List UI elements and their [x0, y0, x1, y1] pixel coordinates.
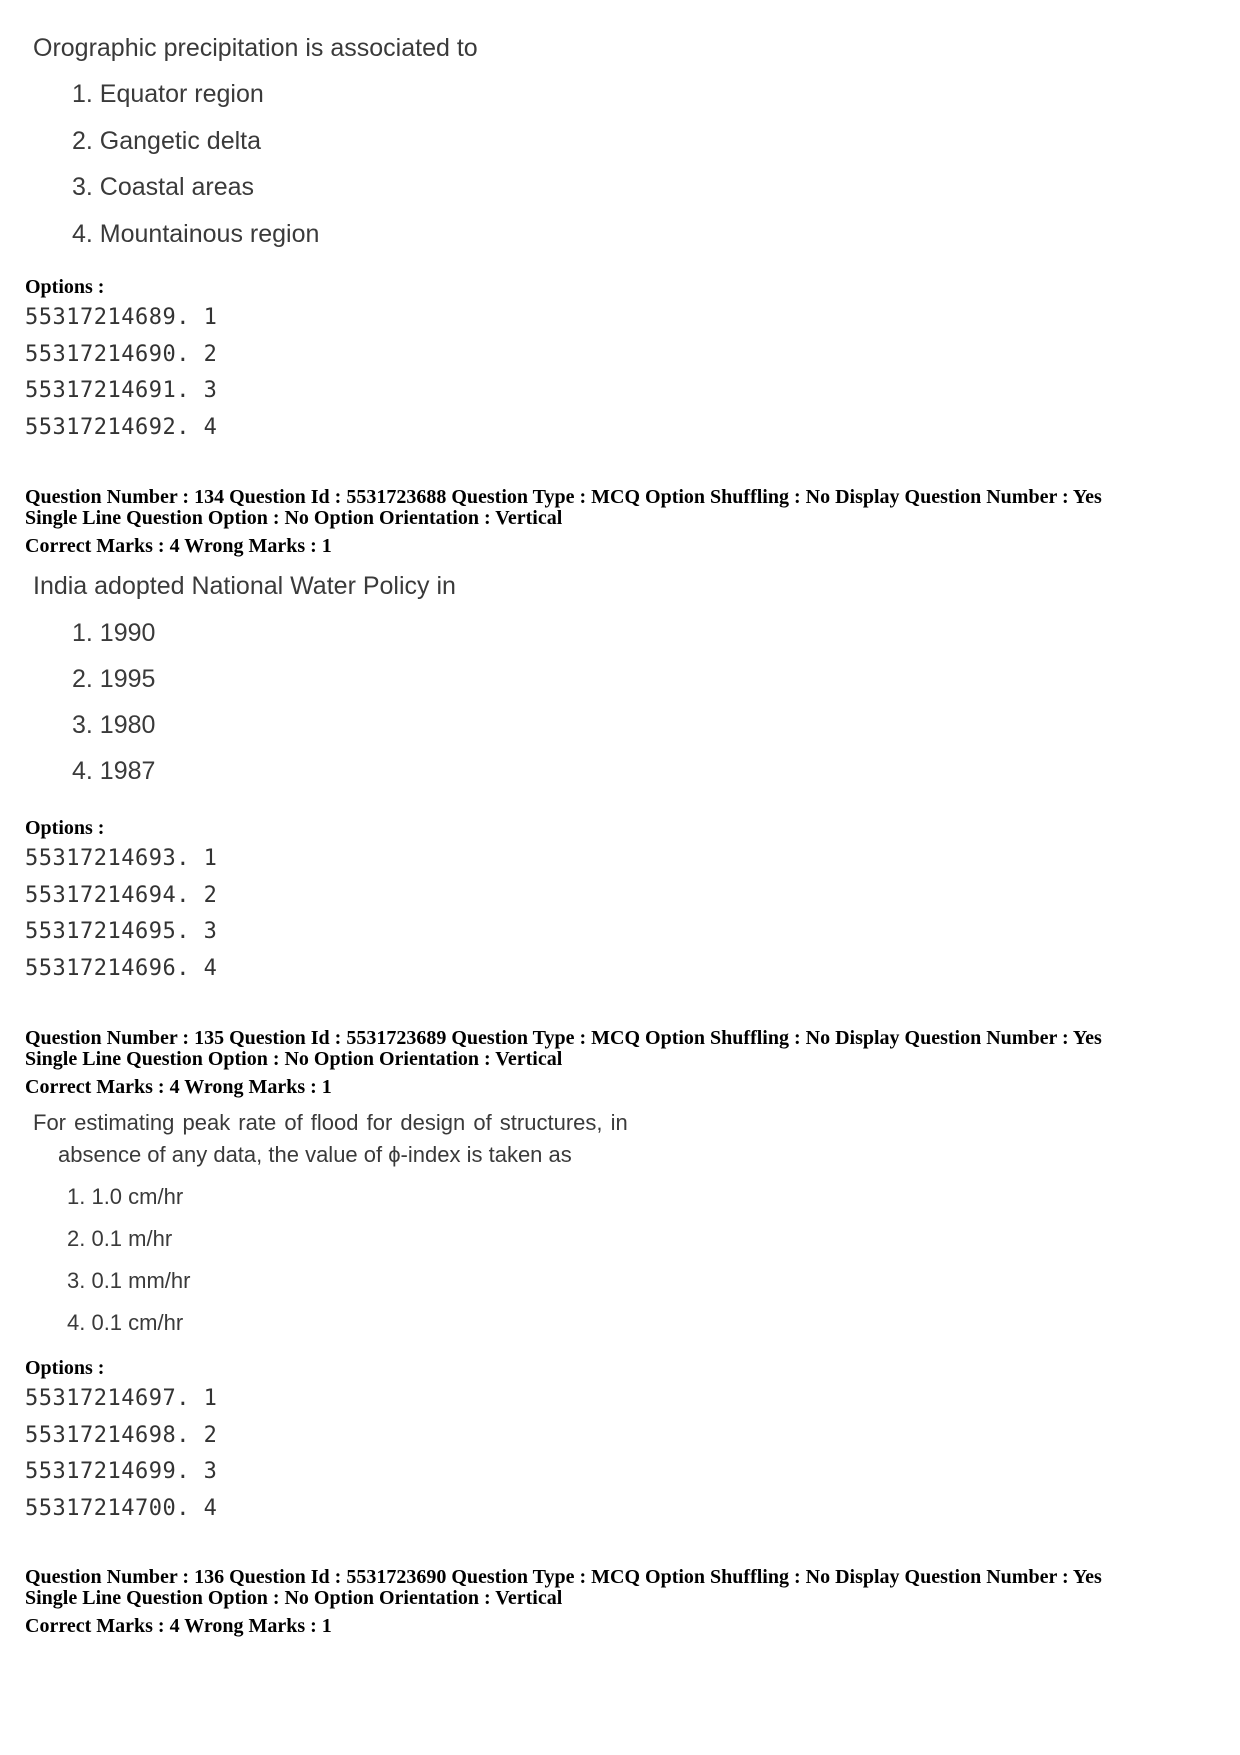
question-text: India adopted National Water Policy in	[33, 572, 456, 600]
choice-item: 1. Equator region	[72, 80, 264, 108]
option-code: 55317214698. 2	[25, 1423, 218, 1448]
choice-item: 2. 1995	[72, 665, 156, 693]
question-meta-line: Single Line Question Option : No Option Orientation : Vertical	[25, 1587, 563, 1609]
question-meta-line: Question Number : 135 Question Id : 5531723689 Question Type : MCQ Option Shuffling : No Display Question Number : Yes	[25, 1027, 1102, 1049]
option-code: 55317214700. 4	[25, 1496, 218, 1521]
choice-item: 4. 1987	[72, 757, 156, 785]
option-code: 55317214694. 2	[25, 883, 218, 908]
choice-item: 1. 1.0 cm/hr	[67, 1184, 184, 1209]
question-meta-line: Question Number : 134 Question Id : 5531723688 Question Type : MCQ Option Shuffling : No Display Question Number : Yes	[25, 486, 1102, 508]
option-code: 55317214695. 3	[25, 919, 218, 944]
question-meta-line: Single Line Question Option : No Option Orientation : Vertical	[25, 1048, 563, 1070]
option-code: 55317214689. 1	[25, 305, 218, 330]
option-code: 55317214693. 1	[25, 846, 218, 871]
option-code: 55317214696. 4	[25, 956, 218, 981]
choice-item: 4. 0.1 cm/hr	[67, 1310, 184, 1335]
question-text: Orographic precipitation is associated to	[33, 34, 478, 62]
option-code: 55317214690. 2	[25, 342, 218, 367]
option-code: 55317214692. 4	[25, 415, 218, 440]
option-code: 55317214699. 3	[25, 1459, 218, 1484]
marks-line: Correct Marks : 4 Wrong Marks : 1	[25, 535, 332, 557]
choice-item: 3. 0.1 mm/hr	[67, 1268, 191, 1293]
question-meta-line: Single Line Question Option : No Option Orientation : Vertical	[25, 507, 563, 529]
marks-line: Correct Marks : 4 Wrong Marks : 1	[25, 1076, 332, 1098]
marks-line: Correct Marks : 4 Wrong Marks : 1	[25, 1615, 332, 1637]
question-text: absence of any data, the value of ϕ-index is taken as	[58, 1142, 572, 1167]
options-label: Options :	[25, 276, 105, 298]
choice-item: 3. 1980	[72, 711, 156, 739]
options-label: Options :	[25, 1357, 105, 1379]
choice-item: 1. 1990	[72, 619, 156, 647]
question-text: For estimating peak rate of flood for design of structures, in	[33, 1110, 628, 1135]
choice-item: 2. 0.1 m/hr	[67, 1226, 173, 1251]
option-code: 55317214697. 1	[25, 1386, 218, 1411]
choice-item: 3. Coastal areas	[72, 173, 255, 201]
choice-item: 2. Gangetic delta	[72, 127, 262, 155]
options-label: Options :	[25, 817, 105, 839]
choice-item: 4. Mountainous region	[72, 220, 320, 248]
question-meta-line: Question Number : 136 Question Id : 5531723690 Question Type : MCQ Option Shuffling : No Display Question Number : Yes	[25, 1566, 1102, 1588]
option-code: 55317214691. 3	[25, 378, 218, 403]
